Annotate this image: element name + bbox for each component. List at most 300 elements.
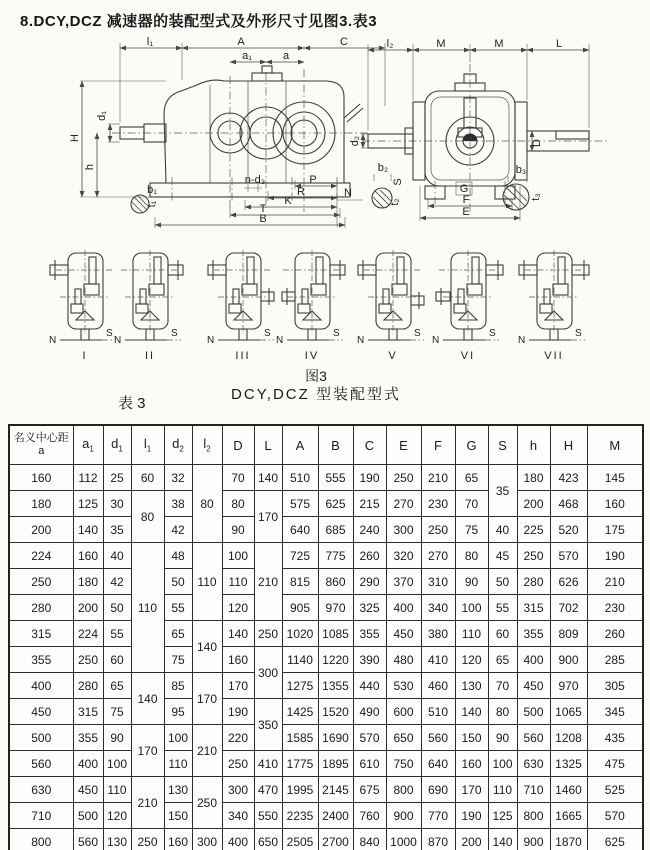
table-cell: 2505 <box>282 829 318 850</box>
table-cell: 170 <box>192 673 222 725</box>
table-cell: 60 <box>131 465 164 491</box>
table-cell: 200 <box>9 517 73 543</box>
table-cell: 340 <box>421 595 455 621</box>
table-cell: 250 <box>192 777 222 829</box>
table-cell: 50 <box>103 595 131 621</box>
table-cell: 50 <box>164 569 192 595</box>
table-cell: 1690 <box>318 725 353 751</box>
column-header: H <box>550 425 587 465</box>
assembly-variant-1 <box>48 250 122 362</box>
table-cell: 42 <box>103 569 131 595</box>
table-cell: 575 <box>282 491 318 517</box>
table-cell: 450 <box>73 777 103 803</box>
table-cell: 42 <box>164 517 192 543</box>
table-cell: 260 <box>353 543 386 569</box>
table-cell: 230 <box>587 595 643 621</box>
table-cell: 410 <box>421 647 455 673</box>
dim-label-l2: l₂ <box>386 38 394 50</box>
table-cell: 1085 <box>318 621 353 647</box>
table-cell: 560 <box>73 829 103 850</box>
assembly-schematic <box>206 250 280 344</box>
table-label: 表 3 <box>118 395 146 412</box>
dimensions-table <box>8 424 644 850</box>
variant-numeral: III <box>235 350 251 362</box>
table-cell: 310 <box>421 569 455 595</box>
table-cell: 224 <box>73 621 103 647</box>
table-cell: 1585 <box>282 725 318 751</box>
table-cell: 560 <box>9 751 73 777</box>
table-cell: 300 <box>192 829 222 850</box>
table-row <box>9 543 643 569</box>
table-cell: 970 <box>318 595 353 621</box>
table-cell: 710 <box>9 803 73 829</box>
table-cell: 200 <box>517 491 550 517</box>
table-cell: 40 <box>103 543 131 569</box>
dim-label-G: G <box>459 183 469 195</box>
n-label: N <box>49 335 57 344</box>
table-cell: 150 <box>164 803 192 829</box>
table-cell: 75 <box>103 699 131 725</box>
table-cell: 180 <box>517 465 550 491</box>
table-cell: 470 <box>254 777 282 803</box>
table-cell: 140 <box>131 673 164 725</box>
table-cell: 125 <box>488 803 517 829</box>
assembly-schematic <box>48 250 122 344</box>
table-cell: 140 <box>192 621 222 673</box>
table-cell: 450 <box>9 699 73 725</box>
table-cell: 110 <box>488 777 517 803</box>
table-cell: 112 <box>73 465 103 491</box>
assembly-variant-4 <box>275 250 349 362</box>
table-cell: 220 <box>222 725 254 751</box>
table-cell: 110 <box>455 621 488 647</box>
dim-label-P: P <box>309 174 317 186</box>
column-header: E <box>386 425 421 465</box>
table-cell: 380 <box>421 621 455 647</box>
table-cell: 170 <box>222 673 254 699</box>
table-cell: 210 <box>131 777 164 829</box>
table-cell: 702 <box>550 595 587 621</box>
table-cell: 100 <box>164 725 192 751</box>
table-cell: 600 <box>386 699 421 725</box>
table-cell: 40 <box>488 517 517 543</box>
table-cell: 80 <box>488 699 517 725</box>
table-cell: 315 <box>73 699 103 725</box>
column-header: $d_2$ <box>164 425 192 465</box>
dim-label-b3: b₃ <box>515 164 527 176</box>
table-cell: 110 <box>164 751 192 777</box>
table-cell: 800 <box>9 829 73 850</box>
table-cell: 475 <box>587 751 643 777</box>
column-header: C <box>353 425 386 465</box>
table-cell: 160 <box>455 751 488 777</box>
table-cell: 210 <box>254 543 282 621</box>
table-row <box>9 491 643 517</box>
table-cell: 170 <box>455 777 488 803</box>
table-row <box>9 751 643 777</box>
table-row <box>9 647 643 673</box>
table-cell: 170 <box>131 725 164 777</box>
table-cell: 1065 <box>550 699 587 725</box>
table-cell: 32 <box>164 465 192 491</box>
table-cell: 2235 <box>282 803 318 829</box>
table-cell: 355 <box>517 621 550 647</box>
column-header: F <box>421 425 455 465</box>
dim-label-a: a <box>282 50 290 62</box>
table-cell: 480 <box>386 647 421 673</box>
dim-label-a1: a₁ <box>242 50 252 62</box>
table-cell: 2400 <box>318 803 353 829</box>
n-label: N <box>207 335 215 344</box>
dim-label-d1: d₁ <box>96 111 108 121</box>
table-cell: 180 <box>9 491 73 517</box>
dim-label-S: S <box>392 178 404 186</box>
table-cell: 170 <box>254 491 282 543</box>
dim-label-M2: M <box>494 38 504 50</box>
table-cell: 468 <box>550 491 587 517</box>
table-cell: 200 <box>73 595 103 621</box>
s-label: S <box>333 328 340 339</box>
table-cell: 150 <box>455 725 488 751</box>
assembly-variant-2 <box>113 250 187 362</box>
table-cell: 530 <box>386 673 421 699</box>
table-cell: 160 <box>222 647 254 673</box>
table-cell: 1520 <box>318 699 353 725</box>
table-cell: 45 <box>488 543 517 569</box>
table-cell: 250 <box>517 543 550 569</box>
dim-label-t1: t₁ <box>146 200 158 208</box>
table-cell: 610 <box>353 751 386 777</box>
table-cell: 2145 <box>318 777 353 803</box>
table-cell: 770 <box>421 803 455 829</box>
table-cell: 626 <box>550 569 587 595</box>
table-cell: 423 <box>550 465 587 491</box>
table-cell: 35 <box>103 517 131 543</box>
table-cell: 90 <box>455 569 488 595</box>
table-row <box>9 829 643 850</box>
column-header: G <box>455 425 488 465</box>
table-cell: 815 <box>282 569 318 595</box>
table-row <box>9 725 643 751</box>
table-cell: 250 <box>254 621 282 647</box>
table-cell: 250 <box>222 751 254 777</box>
column-header: h <box>517 425 550 465</box>
table-cell: 560 <box>421 725 455 751</box>
n-label: N <box>432 335 440 344</box>
table-cell: 80 <box>131 491 164 543</box>
table-cell: 685 <box>318 517 353 543</box>
table-cell: 110 <box>192 543 222 621</box>
table-cell: 140 <box>222 621 254 647</box>
s-label: S <box>414 328 421 339</box>
table-cell: 110 <box>222 569 254 595</box>
column-header: M <box>587 425 643 465</box>
table-cell: 650 <box>254 829 282 850</box>
table-cell: 640 <box>421 751 455 777</box>
table-cell: 1020 <box>282 621 318 647</box>
table-cell: 390 <box>353 647 386 673</box>
dim-label-L: L <box>555 38 563 50</box>
table-cell: 650 <box>386 725 421 751</box>
table-cell: 210 <box>192 725 222 777</box>
table-cell: 800 <box>517 803 550 829</box>
table-cell: 60 <box>103 647 131 673</box>
table-cell: 90 <box>222 517 254 543</box>
table-cell: 190 <box>455 803 488 829</box>
s-label: S <box>264 328 271 339</box>
table-cell: 1275 <box>282 673 318 699</box>
table-cell: 320 <box>386 543 421 569</box>
table-cell: 280 <box>9 595 73 621</box>
variant-numeral: VII <box>544 350 564 362</box>
assembly-schematic <box>113 250 187 344</box>
table-cell: 65 <box>488 647 517 673</box>
table-cell: 520 <box>550 517 587 543</box>
table-cell: 2700 <box>318 829 353 850</box>
table-cell: 400 <box>517 647 550 673</box>
table-cell: 100 <box>222 543 254 569</box>
table-cell: 95 <box>164 699 192 725</box>
table-cell: 625 <box>318 491 353 517</box>
table-row <box>9 673 643 699</box>
s-label: S <box>575 328 582 339</box>
technical-drawing <box>0 36 650 248</box>
table-row <box>9 803 643 829</box>
table-cell: 1208 <box>550 725 587 751</box>
table-cell: 110 <box>131 543 164 673</box>
assembly-schematic <box>517 250 591 344</box>
table-cell: 525 <box>587 777 643 803</box>
table-cell: 190 <box>353 465 386 491</box>
column-header: $a_1$ <box>73 425 103 465</box>
table-cell: 970 <box>550 673 587 699</box>
table-cell: 400 <box>386 595 421 621</box>
n-label: N <box>276 335 284 344</box>
table-cell: 48 <box>164 543 192 569</box>
table-cell: 55 <box>103 621 131 647</box>
table-row <box>9 621 643 647</box>
table-cell: 300 <box>222 777 254 803</box>
table-cell: 315 <box>517 595 550 621</box>
table-row <box>9 699 643 725</box>
table-cell: 490 <box>353 699 386 725</box>
table-cell: 270 <box>386 491 421 517</box>
table-cell: 560 <box>517 725 550 751</box>
dim-label-D: D <box>531 139 543 147</box>
variant-numeral: V <box>388 350 398 362</box>
table-cell: 260 <box>587 621 643 647</box>
table-cell: 510 <box>282 465 318 491</box>
column-header: A <box>282 425 318 465</box>
table-cell: 160 <box>73 543 103 569</box>
dim-label-R: R <box>297 186 305 198</box>
variant-numeral: I <box>82 350 88 362</box>
table-cell: 100 <box>103 751 131 777</box>
table-cell: 1995 <box>282 777 318 803</box>
table-cell: 120 <box>455 647 488 673</box>
table-cell: 625 <box>587 829 643 850</box>
table-cell: 200 <box>455 829 488 850</box>
table-cell: 400 <box>9 673 73 699</box>
header-row <box>9 425 643 465</box>
s-label: S <box>171 328 178 339</box>
column-header: $l_1$ <box>131 425 164 465</box>
dim-label-t3: t₃ <box>530 193 542 201</box>
variant-numeral: VI <box>460 350 476 362</box>
table-cell: 130 <box>164 777 192 803</box>
table-cell: 550 <box>254 803 282 829</box>
table-cell: 1220 <box>318 647 353 673</box>
table-cell: 300 <box>386 517 421 543</box>
table-cell: 60 <box>488 621 517 647</box>
table-cell: 315 <box>9 621 73 647</box>
table-cell: 30 <box>103 491 131 517</box>
table-cell: 80 <box>222 491 254 517</box>
table-cell: 25 <box>103 465 131 491</box>
assembly-variant-5 <box>356 250 430 362</box>
table-cell: 190 <box>222 699 254 725</box>
table-cell: 75 <box>164 647 192 673</box>
assembly-variant-6 <box>431 250 505 362</box>
table-cell: 350 <box>254 699 282 751</box>
variant-numeral: IV <box>304 350 320 362</box>
column-header: B <box>318 425 353 465</box>
table-cell: 305 <box>587 673 643 699</box>
table-cell: 400 <box>222 829 254 850</box>
table-cell: 70 <box>222 465 254 491</box>
dim-label-t2: t₂ <box>389 198 401 206</box>
table-cell: 675 <box>353 777 386 803</box>
table-cell: 285 <box>587 647 643 673</box>
table-cell: 280 <box>517 569 550 595</box>
table-cell: 325 <box>353 595 386 621</box>
input-shaft-stub <box>436 260 503 305</box>
table-cell: 90 <box>103 725 131 751</box>
table-cell: 35 <box>488 465 517 517</box>
table-cell: 900 <box>517 829 550 850</box>
page-title: 8.DCY,DCZ 减速器的装配型式及外形尺寸见图3.表3 <box>20 13 378 30</box>
dim-label-F: F <box>462 194 470 206</box>
table-cell: 55 <box>488 595 517 621</box>
input-shaft-stub <box>208 260 274 305</box>
table-cell: 120 <box>222 595 254 621</box>
table-cell: 120 <box>103 803 131 829</box>
table-cell: 80 <box>455 543 488 569</box>
table-cell: 340 <box>222 803 254 829</box>
figure-subcaption: DCY,DCZ 型装配型式 <box>231 386 401 403</box>
table-cell: 840 <box>353 829 386 850</box>
table-cell: 760 <box>353 803 386 829</box>
table-cell: 140 <box>254 465 282 491</box>
assembly-schematic <box>431 250 505 344</box>
table-cell: 510 <box>421 699 455 725</box>
table-row <box>9 595 643 621</box>
reducer-end-view <box>349 38 607 221</box>
dim-label-h: h <box>84 163 96 171</box>
table-cell: 225 <box>517 517 550 543</box>
dim-label-l1: l₁ <box>146 36 154 48</box>
table-cell: 1425 <box>282 699 318 725</box>
table-cell: 500 <box>73 803 103 829</box>
table-cell: 250 <box>131 829 164 850</box>
dim-label-b1: b₁ <box>147 184 157 196</box>
s-label: S <box>106 328 113 339</box>
table-cell: 250 <box>73 647 103 673</box>
table-cell: 210 <box>587 569 643 595</box>
variant-numeral: II <box>144 350 156 362</box>
table-cell: 250 <box>9 569 73 595</box>
table-cell: 630 <box>517 751 550 777</box>
table-cell: 1870 <box>550 829 587 850</box>
table-cell: 270 <box>421 543 455 569</box>
table-cell: 775 <box>318 543 353 569</box>
table-cell: 145 <box>587 465 643 491</box>
table-cell: 500 <box>9 725 73 751</box>
table-cell: 85 <box>164 673 192 699</box>
table-body <box>9 465 643 850</box>
table-cell: 160 <box>164 829 192 850</box>
table-cell: 160 <box>9 465 73 491</box>
table-cell: 290 <box>353 569 386 595</box>
table-cell: 570 <box>353 725 386 751</box>
table-cell: 800 <box>386 777 421 803</box>
n-label: N <box>114 335 122 344</box>
table-cell: 1325 <box>550 751 587 777</box>
table-cell: 180 <box>73 569 103 595</box>
table-cell: 1665 <box>550 803 587 829</box>
column-header: L <box>254 425 282 465</box>
table-cell: 1460 <box>550 777 587 803</box>
column-header: 名义中心距 a <box>9 425 73 465</box>
table-cell: 300 <box>254 647 282 699</box>
table-cell: 500 <box>517 699 550 725</box>
reducer-side-view <box>69 36 385 228</box>
table-cell: 860 <box>318 569 353 595</box>
column-header: D <box>222 425 254 465</box>
table-cell: 65 <box>455 465 488 491</box>
table-cell: 870 <box>421 829 455 850</box>
table-cell: 809 <box>550 621 587 647</box>
s-label: S <box>489 328 496 339</box>
table-cell: 1895 <box>318 751 353 777</box>
table-cell: 355 <box>353 621 386 647</box>
dim-label-M1: M <box>436 38 446 50</box>
table-cell: 900 <box>386 803 421 829</box>
table-cell: 100 <box>455 595 488 621</box>
shaft-section-detail-2 <box>372 162 404 208</box>
table-cell: 210 <box>421 465 455 491</box>
table-cell: 1140 <box>282 647 318 673</box>
input-shaft-stub <box>282 260 345 305</box>
table-cell: 450 <box>386 621 421 647</box>
dim-label-A: A <box>237 36 245 48</box>
table-cell: 65 <box>164 621 192 647</box>
table-cell: 1355 <box>318 673 353 699</box>
table-cell: 130 <box>455 673 488 699</box>
table-cell: 630 <box>9 777 73 803</box>
table-cell: 140 <box>73 517 103 543</box>
table-cell: 240 <box>353 517 386 543</box>
dim-label-H: H <box>69 134 81 142</box>
table-cell: 725 <box>282 543 318 569</box>
table-cell: 750 <box>386 751 421 777</box>
table-cell: 65 <box>103 673 131 699</box>
figure-caption: 图3 <box>305 368 327 384</box>
n-label: N <box>518 335 526 344</box>
table-cell: 355 <box>9 647 73 673</box>
table-cell: 440 <box>353 673 386 699</box>
table-cell: 250 <box>421 517 455 543</box>
